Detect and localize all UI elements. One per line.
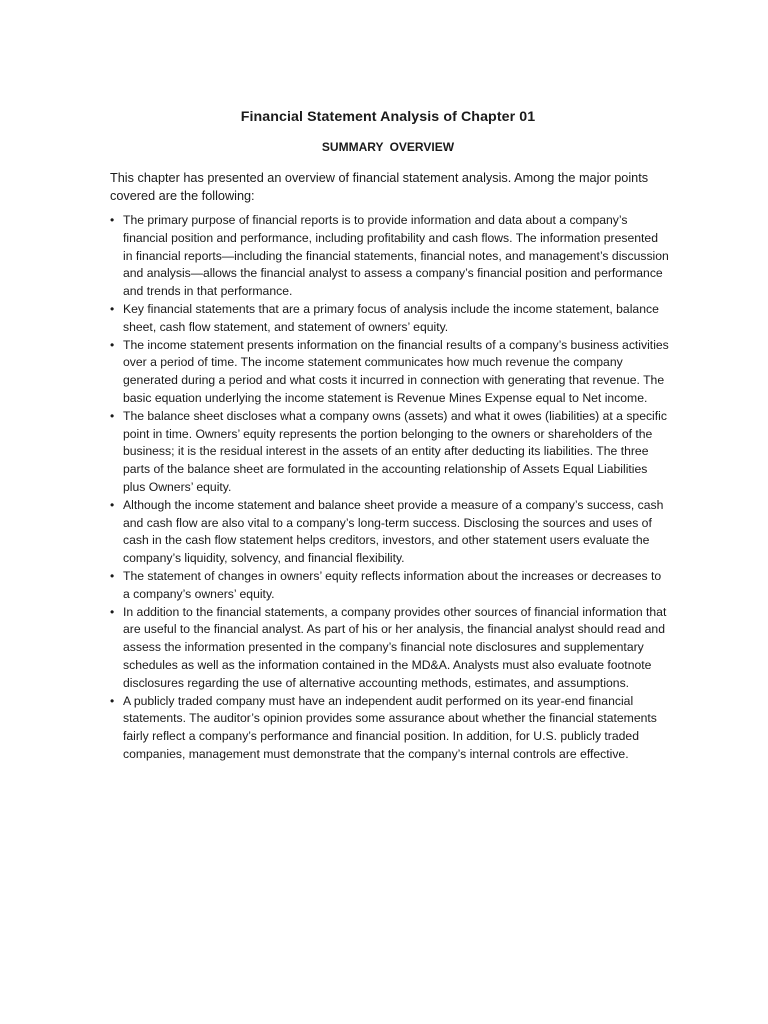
document-title: Financial Statement Analysis of Chapter 01 (240, 109, 536, 125)
bullet-icon: • (110, 213, 115, 227)
list-item (110, 497, 670, 568)
bullet-icon: • (110, 337, 115, 352)
list-item (110, 693, 670, 764)
bullet-text: The balance sheet discloses what a company owns (assets) and what it owes (liabilities) at a specific point in time. Owners’ equity represents the portion belonging to the owners or shareholders of the business; it is the residual interest in the assets of an entity after deducting its liabilities. The three parts of the balance sheet are formulated in the accounting relationship of Assets Equal Liabilities plus Owners’ equity. (123, 408, 667, 494)
bullet-text: The income statement presents information on the financial results of a company’s business activities over a period of time. The income statement communicates how much revenue the company generated during a period and what costs it incurred in connection with generating that revenue. The basic equation underlying the income statement is Revenue Mines Expense equal to Net income. (123, 337, 669, 405)
bullet-icon: • (110, 408, 115, 423)
bullet-icon: • (110, 301, 115, 316)
intro-paragraph: This chapter has presented an overview of financial statement analysis. Among the major points covered are the following: (110, 171, 649, 203)
list-item (110, 212, 670, 301)
bullet-icon: • (110, 693, 115, 708)
summary-bullet-list (110, 212, 670, 764)
bullet-icon: • (110, 604, 115, 619)
bullet-icon: • (110, 497, 115, 512)
bullet-text: In addition to the financial statements, a company provides other sources of financial information that are useful to the financial analyst. As part of his or her analysis, the financial analyst should read and assess the information presented in the company’s financial note disclosures and supplementary schedules as well as the information contained in the MD&A. Analysts must also evaluate footnote disclosures regarding the use of alternative accounting methods, estimates, and assumptions. (123, 604, 667, 690)
list-item (110, 408, 670, 497)
document-subtitle: SUMMARY OVERVIEW (321, 140, 455, 154)
list-item (110, 301, 670, 337)
bullet-text: The primary purpose of financial reports is to provide information and data about a company’s financial position and performance, including profitability and cash flows. The information presented in financial reports—including the financial statements, financial notes, and management’s discussion and analysis—allows the financial analyst to assess a company’s financial position and performance and trends in that performance. (123, 213, 669, 299)
bullet-icon: • (110, 568, 115, 583)
bullet-text: Key financial statements that are a primary focus of analysis include the income statement, balance sheet, cash flow statement, and statement of owners’ equity. (123, 301, 659, 334)
bullet-text: Although the income statement and balance sheet provide a measure of a company’s success, cash and cash flow are also vital to a company’s long-term success. Disclosing the sources and uses of cash in the cash flow statement helps creditors, investors, and other statement users evaluate the company’s liquidity, solvency, and financial flexibility. (123, 497, 664, 566)
bullet-text: The statement of changes in owners’ equity reflects information about the increases or decreases to a company’s owners’ equity. (123, 568, 662, 601)
list-item (110, 568, 670, 604)
list-item (110, 337, 670, 408)
bullet-text: A publicly traded company must have an independent audit performed on its year-end financial statements. The auditor’s opinion provides some assurance about whether the financial statements fairly reflect a company’s performance and financial position. In addition, for U.S. publicly traded companies, management must demonstrate that the company’s internal controls are effective. (123, 693, 657, 761)
list-item (110, 604, 670, 693)
